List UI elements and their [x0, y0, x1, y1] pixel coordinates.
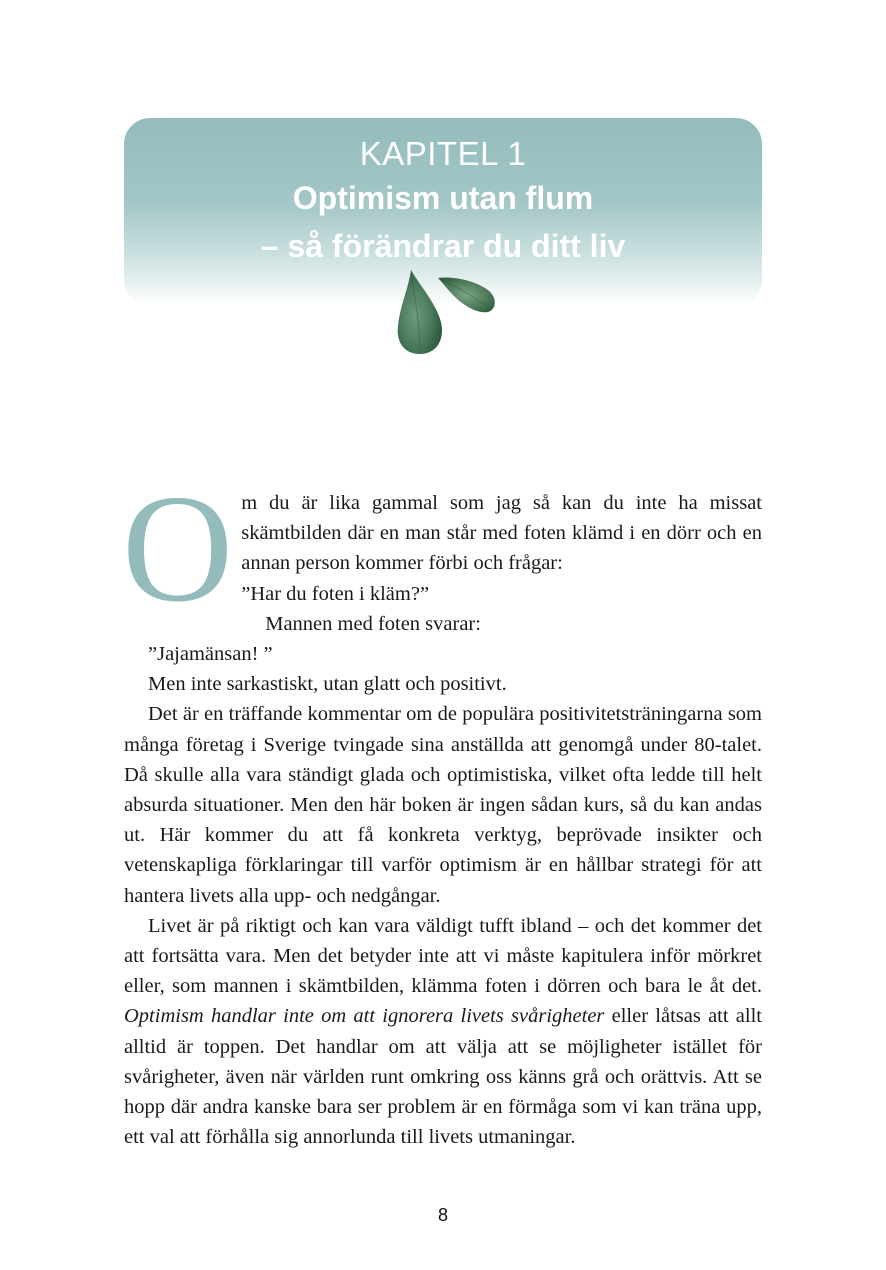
- paragraph-optimism-start: Livet är på riktigt och kan vara väldigt tufft ibland – och det kommer det att fortsätta vara. Men det betyder inte att vi måste kapitulera inför mörkret eller, som mannen i skämtbilden, klämma foten i dörren och bara le åt det.: [124, 914, 762, 998]
- drop-cap: O: [122, 464, 234, 634]
- paragraph-opening-text: m du är lika gammal som jag så kan du inte ha missat skämtbilden där en man står med foten klämd i en dörr och en annan person kommer förbi och frågar:: [241, 492, 762, 575]
- paragraph-optimism-end: eller låtsas att allt alltid är toppen. Det handlar om att välja att se möjligheter istället för svårigheter, även när världen runt omkring oss känns grå och orättvis. Att se hopp där andra kanske bara ser problem är en förmåga som vi kan träna upp, ett val att förhålla sig annorlunda till livets utmaningar.: [124, 1005, 762, 1149]
- leaves-icon: [390, 266, 500, 358]
- page-number: 8: [437, 1205, 448, 1225]
- paragraph-context: Det är en träffande kommentar om de populära positivitetsträningarna som många företag i Sverige tvingade sina anställda att genomgå under 80-talet. Då skulle alla vara ständigt glada och optimistiska, vilket ofta ledde till helt absurda situationer. Men den här boken är ingen sådan kurs, så du kan andas ut. Här kommer du att få konkreta verktyg, beprövade insikter och vetenskapliga förklaringar till varför optimism är en hållbar strategi för att hantera livets alla upp- och nedgångar.: [124, 703, 762, 907]
- paragraph-tone: Men inte sarkastiskt, utan glatt och positivt.: [148, 673, 507, 696]
- paragraph-quote-1: ”Har du foten i kläm?”: [241, 582, 430, 605]
- chapter-title: [124, 174, 762, 270]
- chapter-label: KAPITEL 1: [359, 135, 527, 172]
- paragraph-quote-2: ”Jajamänsan! ”: [148, 643, 273, 666]
- paragraph-optimism: [124, 911, 762, 1153]
- paragraph-answer-intro: Mannen med foten svarar:: [265, 612, 481, 635]
- chapter-title-line-1: Optimism utan flum: [292, 180, 594, 216]
- paragraph-optimism-italic: Optimism handlar inte om att ignorera livets svårigheter: [124, 1005, 605, 1028]
- chapter-title-line-2: – så förändrar du ditt liv: [260, 228, 626, 264]
- body-text: [122, 464, 762, 1152]
